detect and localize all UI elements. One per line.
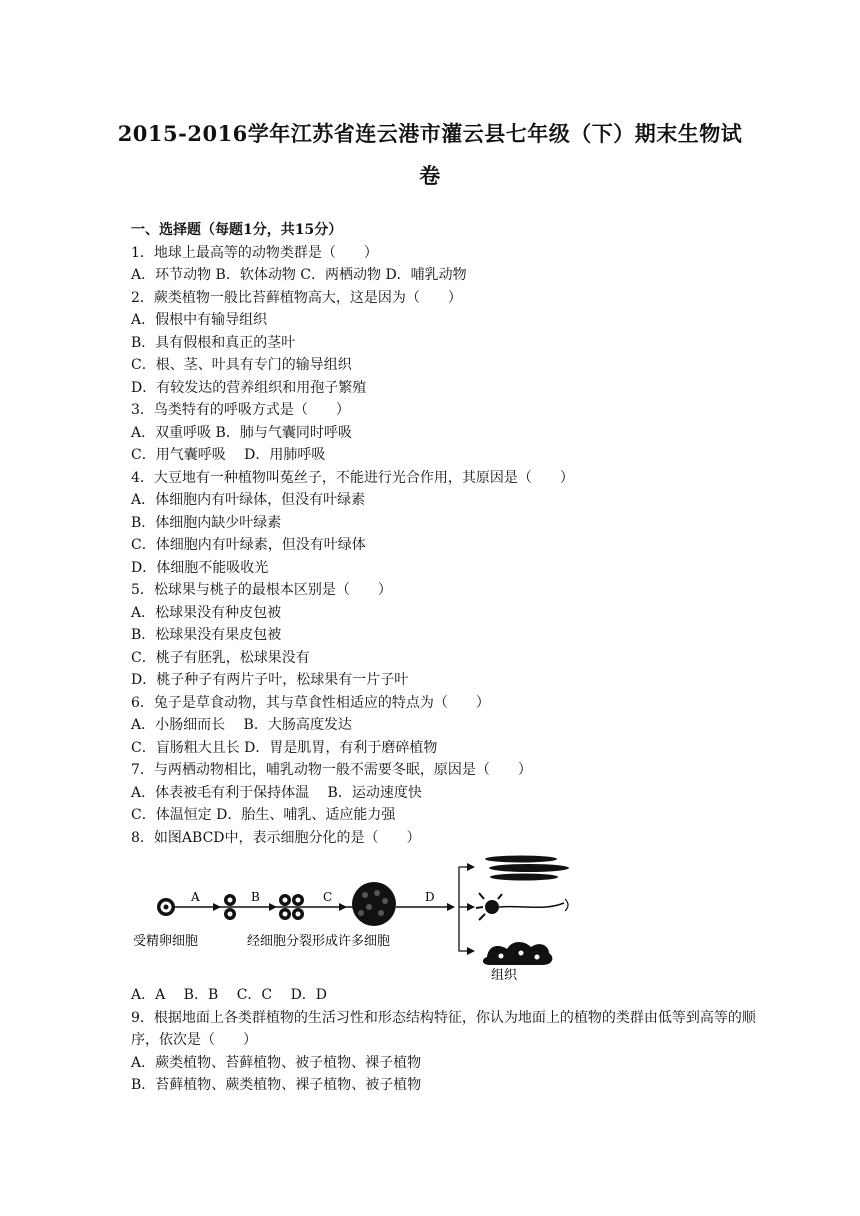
question-4-option-a: A．体细胞内有叶绿体，但没有叶绿素 — [131, 492, 366, 508]
question-2-stem: 2．蕨类植物一般比苔藓植物高大，这是因为（ ） — [131, 289, 462, 306]
question-7-stem: 7．与两栖动物相比，哺乳动物一般不需要冬眠，原因是（ ） — [131, 762, 532, 778]
cell-differentiation-diagram — [129, 853, 574, 983]
question-list — [131, 219, 751, 849]
question-9-stem: 9．根据地面上各类群植物的生活习性和形态结构特征，你认为地面上的植物的类群由低等到高等的顺序，依次是（ ） — [131, 1009, 756, 1048]
question-3-options-ab: A．双重呼吸 B．肺与气囊同时呼吸 — [131, 424, 352, 441]
branch-arrow-bottom-icon — [467, 947, 475, 955]
arrow-b-label: B — [251, 890, 260, 904]
arrow-d-icon — [447, 903, 455, 911]
question-6-options-cd: C．盲肠粗大且长 D．胃是肌胃，有利于磨碎植物 — [131, 739, 438, 756]
question-1-stem: 1．地球上最高等的动物类群是（ ） — [131, 244, 378, 261]
arrow-a-icon — [213, 903, 221, 911]
section-heading: 一、选择题（每题1分，共15分） — [131, 222, 343, 238]
question-1-options: A．环节动物 B．软体动物 C．两栖动物 D．哺乳动物 — [131, 267, 467, 283]
label-tissue: 组织 — [491, 968, 518, 983]
question-3-options-cd: C．用气囊呼吸 D．用肺呼吸 — [131, 447, 326, 463]
question-2-option-d: D．有较发达的营养组织和用孢子繁殖 — [131, 379, 367, 396]
branch-arrow-top-icon — [467, 863, 475, 871]
question-6-options-ab: A．小肠细而长 B．大肠高度发达 — [131, 717, 352, 733]
question-5-option-a: A．松球果没有种皮包被 — [131, 604, 282, 621]
epithelial-tissue-icon — [483, 942, 552, 965]
zygote-icon — [157, 898, 175, 916]
question-3-stem: 3．鸟类特有的呼吸方式是（ ） — [131, 402, 350, 418]
arrow-d-label: D — [425, 890, 435, 904]
nerve-cell-icon — [476, 893, 568, 920]
label-zygote: 受精卵细胞 — [133, 934, 199, 949]
arrow-b-icon — [269, 903, 277, 911]
question-9-option-a: A．蕨类植物、苔藓植物、被子植物、裸子植物 — [131, 1054, 422, 1071]
label-cell-division: 经细胞分裂形成许多细胞 — [247, 934, 391, 949]
question-5-option-c: C．桃子有胚乳，松球果没有 — [131, 649, 310, 666]
question-9-option-b: B．苔藓植物、蕨类植物、裸子植物、被子植物 — [131, 1077, 422, 1093]
cell-mass-icon — [352, 882, 396, 926]
arrow-a-label: A — [191, 890, 200, 904]
question-7-options-cd: C．体温恒定 D．胎生、哺乳、适应能力强 — [131, 807, 396, 823]
question-2-option-b: B．具有假根和真正的茎叶 — [131, 334, 296, 351]
muscle-tissue-icon — [485, 856, 569, 881]
question-4-stem: 4．大豆地有一种植物叫菟丝子，不能进行光合作用，其原因是（ ） — [131, 469, 574, 486]
question-4-option-b: B．体细胞内缺少叶绿素 — [131, 514, 282, 531]
question-4-option-d: D．体细胞不能吸收光 — [131, 559, 269, 576]
cell-differentiation-figure — [129, 853, 574, 983]
document-title-line-1: 2015-2016学年江苏省连云港市灌云县七年级（下）期末生物试 — [117, 121, 743, 146]
question-5-option-d: D．桃子种子有两片子叶，松球果有一片子叶 — [131, 672, 409, 688]
question-8-stem: 8．如图ABCD中，表示细胞分化的是（ ） — [131, 829, 421, 846]
question-5-stem: 5．松球果与桃子的最根本区别是（ ） — [131, 582, 392, 598]
question-6-stem: 6．兔子是草食动物，其与草食性相适应的特点为（ ） — [131, 694, 490, 711]
arrow-c-label: C — [323, 890, 333, 904]
question-5-option-b: B．松球果没有果皮包被 — [131, 627, 282, 643]
question-2-option-c: C．根、茎、叶具有专门的输导组织 — [131, 357, 352, 373]
question-2-option-a: A．假根中有输导组织 — [131, 312, 268, 328]
question-list-continued — [131, 984, 763, 1097]
question-4-option-c: C．体细胞内有叶绿素，但没有叶绿体 — [131, 537, 366, 553]
question-7-options-ab: A．体表被毛有利于保持体温 B．运动速度快 — [131, 784, 422, 801]
question-8-options: A．A B．B C．C D．D — [131, 987, 328, 1003]
document-title-line-2: 卷 — [419, 163, 441, 188]
arrow-c-icon — [339, 903, 347, 911]
